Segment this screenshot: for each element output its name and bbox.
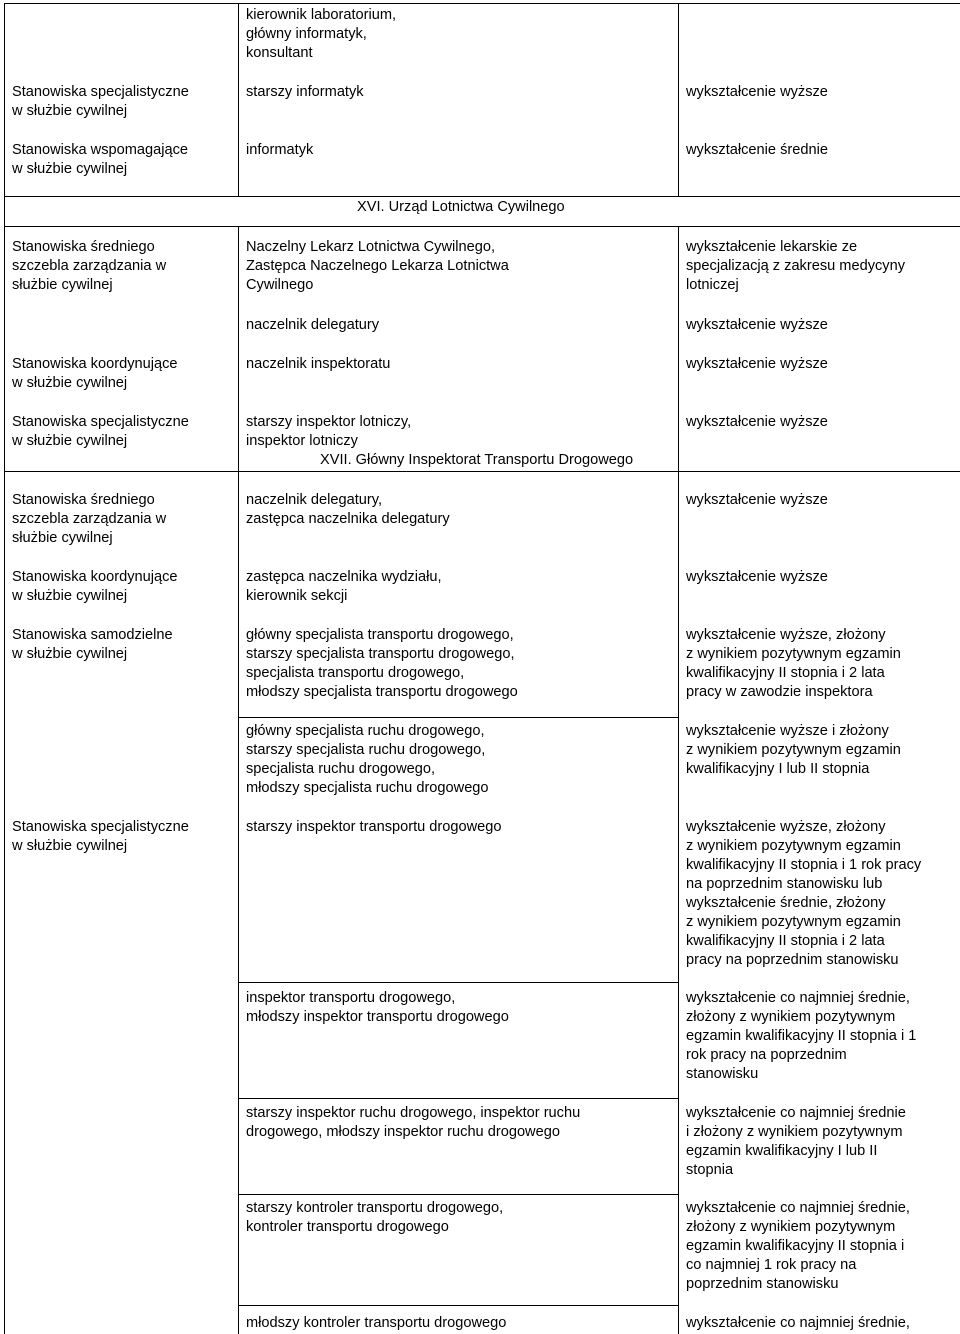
category-cell: Stanowiska średniego szczebla zarządzania w służbie cywilnej <box>12 492 167 546</box>
requirement-cell: wykształcenie wyższe <box>686 317 828 333</box>
position-cell: zastępca naczelnika wydziału, kierownik sekcji <box>246 569 442 604</box>
position-cell: naczelnik inspektoratu <box>246 356 391 372</box>
position-cell: młodszy kontroler transportu drogowego <box>246 1315 507 1331</box>
column-divider <box>238 3 239 196</box>
category-cell: Stanowiska samodzielne w służbie cywilnej <box>12 627 173 662</box>
category-cell: Stanowiska koordynujące w służbie cywilnej <box>12 569 178 604</box>
table-rule <box>4 196 960 197</box>
table-rule <box>238 1305 678 1306</box>
requirement-cell: wykształcenie wyższe <box>686 356 828 372</box>
category-cell: Stanowiska specjalistyczne w służbie cywilnej <box>12 84 189 119</box>
column-divider <box>678 3 679 196</box>
table-rule <box>238 982 678 983</box>
position-cell: inspektor transportu drogowego, młodszy inspektor transportu drogowego <box>246 990 509 1025</box>
requirement-cell: wykształcenie wyższe, złożony z wynikiem pozytywnym egzamin kwalifikacyjny II stopnia i 2 lata pracy w zawodzie inspektora <box>686 627 901 700</box>
position-cell: starszy inspektor lotniczy, inspektor lotniczy <box>246 414 412 449</box>
table-rule <box>4 3 960 4</box>
position-cell: główny specjalista ruchu drogowego, starszy specjalista ruchu drogowego, specjalista ruchu drogowego, młodszy specjalista ruchu drogowego <box>246 723 489 796</box>
section-heading: XVI. Urząd Lotnictwa Cywilnego <box>357 199 565 215</box>
position-cell: naczelnik delegatury, zastępca naczelnika delegatury <box>246 492 450 527</box>
position-cell: główny specjalista transportu drogowego, starszy specjalista transportu drogowego, specjalista transportu drogowego, młodszy specjalista transportu drogowego <box>246 627 518 700</box>
category-cell: Stanowiska koordynujące w służbie cywilnej <box>12 356 178 391</box>
table-rule <box>238 1098 678 1099</box>
category-cell: Stanowiska średniego szczebla zarządzania w służbie cywilnej <box>12 239 167 293</box>
position-cell: naczelnik delegatury <box>246 317 380 333</box>
requirement-cell: wykształcenie co najmniej średnie, złożony z wynikiem pozytywnym egzamin kwalifikacyjny II stopnia i 1 rok pracy na poprzednim stanowisku <box>686 990 917 1082</box>
category-cell: Stanowiska specjalistyczne w służbie cywilnej <box>12 819 189 854</box>
requirement-cell: wykształcenie wyższe i złożony z wynikiem pozytywnym egzamin kwalifikacyjny I lub II stopnia <box>686 723 901 777</box>
column-divider <box>238 226 239 471</box>
requirement-cell: wykształcenie co najmniej średnie i złożony z wynikiem pozytywnym egzamin kwalifikacyjny I lub II stopnia <box>686 1105 906 1178</box>
position-cell: Naczelny Lekarz Lotnictwa Cywilnego, Zastępca Naczelnego Lekarza Lotnictwa Cywilnego <box>246 239 509 293</box>
position-cell: starszy inspektor ruchu drogowego, inspektor ruchu drogowego, młodszy inspektor ruchu drogowego <box>246 1105 581 1140</box>
table-rule <box>238 717 678 718</box>
table-border-left <box>4 3 5 1334</box>
requirement-cell: wykształcenie średnie <box>686 142 828 158</box>
requirement-cell: wykształcenie wyższe <box>686 569 828 585</box>
column-divider <box>678 226 679 471</box>
table-rule <box>4 226 960 227</box>
requirement-cell: wykształcenie co najmniej średnie, <box>686 1315 910 1331</box>
category-cell: Stanowiska specjalistyczne w służbie cywilnej <box>12 414 189 449</box>
column-divider <box>238 471 239 1334</box>
position-cell: kierownik laboratorium, główny informatyk, konsultant <box>246 7 397 61</box>
requirement-cell: wykształcenie wyższe <box>686 414 828 430</box>
table-rule <box>4 471 960 472</box>
requirement-cell: wykształcenie co najmniej średnie, złożony z wynikiem pozytywnym egzamin kwalifikacyjny II stopnia i co najmniej 1 rok pracy na poprzednim stanowisku <box>686 1200 910 1292</box>
category-cell: Stanowiska wspomagające w służbie cywilnej <box>12 142 189 177</box>
requirement-cell: wykształcenie wyższe <box>686 84 828 100</box>
requirement-cell: wykształcenie wyższe, złożony z wynikiem pozytywnym egzamin kwalifikacyjny II stopnia i 1 rok pracy na poprzednim stanowisku lub wykształcenie średnie, złożony z wynikiem pozytywnym egzamin kwalifikacyjny II stopnia i 2 lata pracy na poprzednim stanowisku <box>686 819 922 968</box>
column-divider <box>678 471 679 1334</box>
section-heading: XVII. Główny Inspektorat Transportu Drogowego <box>320 452 634 468</box>
table-rule <box>238 1194 678 1195</box>
position-cell: informatyk <box>246 142 314 158</box>
requirement-cell: wykształcenie lekarskie ze specjalizacją z zakresu medycyny lotniczej <box>686 239 905 293</box>
position-cell: starszy informatyk <box>246 84 364 100</box>
position-cell: starszy inspektor transportu drogowego <box>246 819 502 835</box>
position-cell: starszy kontroler transportu drogowego, kontroler transportu drogowego <box>246 1200 504 1235</box>
requirement-cell: wykształcenie wyższe <box>686 492 828 508</box>
